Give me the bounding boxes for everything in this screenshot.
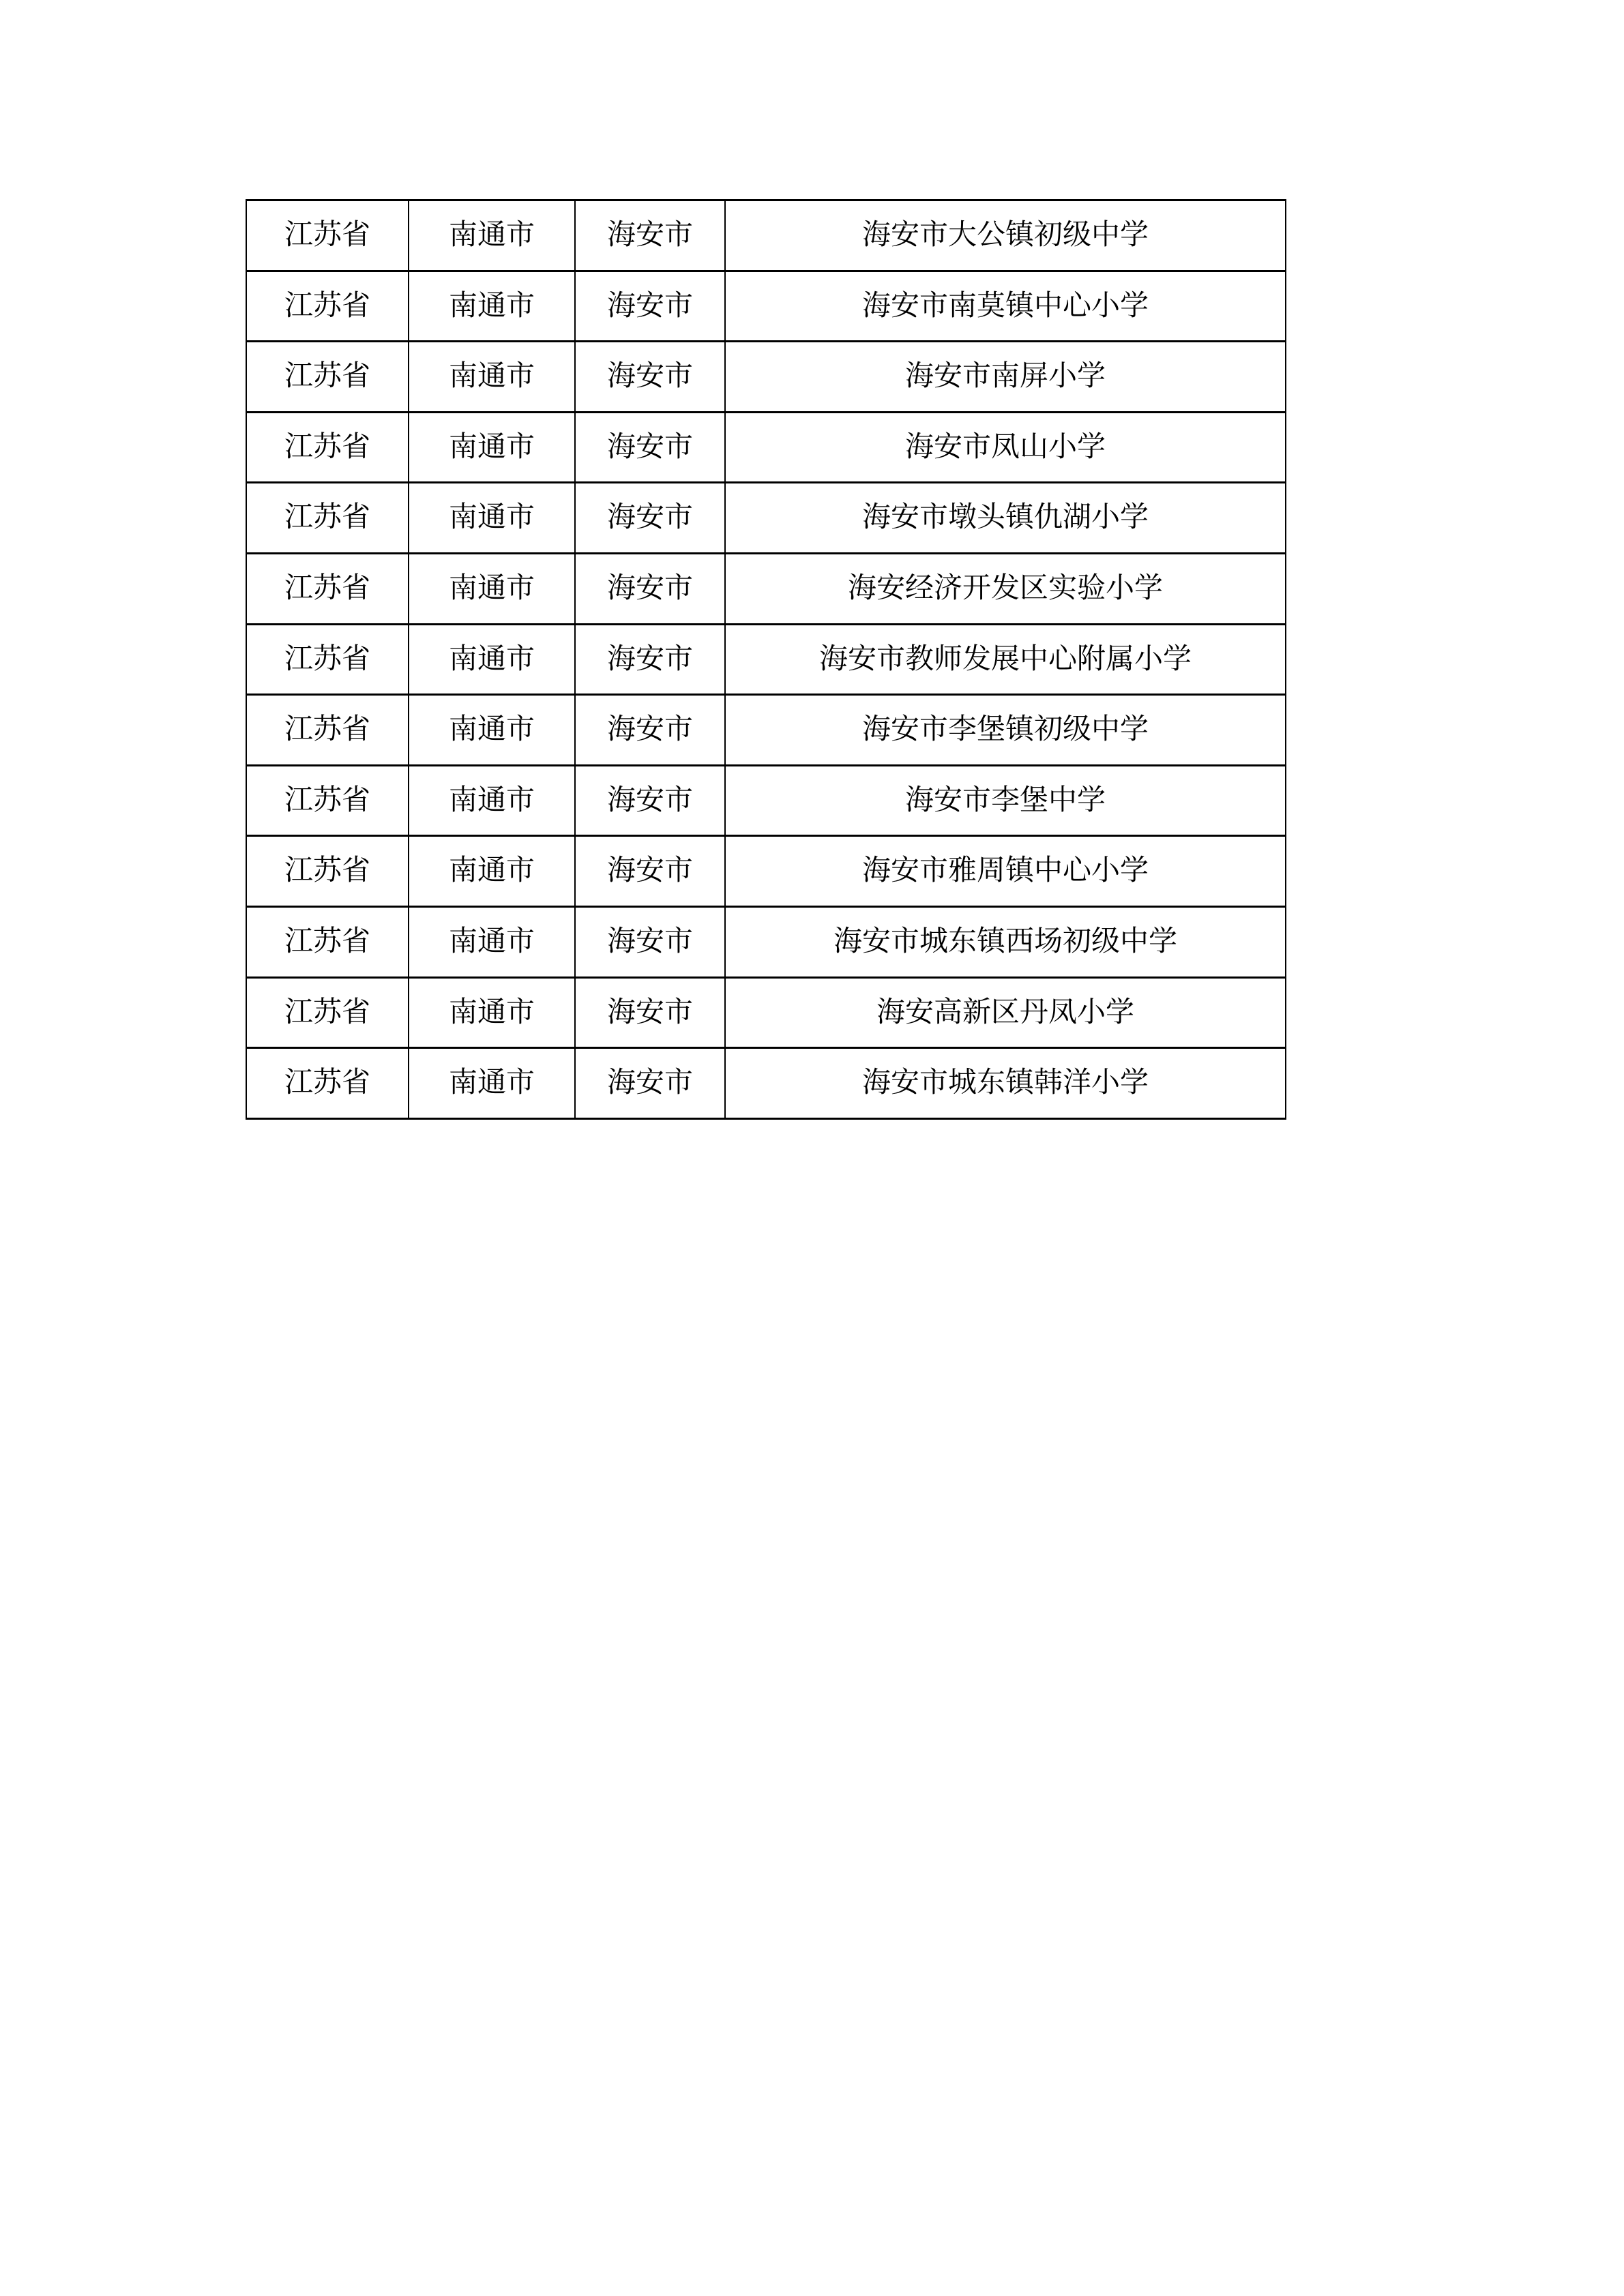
school-cell: 海安经济开发区实验小学 [725,553,1286,624]
county-cell: 海安市 [575,1048,725,1119]
city-cell: 南通市 [409,836,575,907]
city-cell: 南通市 [409,906,575,977]
province-cell: 江苏省 [246,624,409,695]
table-row [246,271,1286,342]
school-cell: 海安市李堡镇初级中学 [725,695,1286,766]
county-cell: 海安市 [575,271,725,342]
province-cell: 江苏省 [246,906,409,977]
city-cell: 南通市 [409,1048,575,1119]
table-row [246,906,1286,977]
county-cell: 海安市 [575,977,725,1048]
county-cell: 海安市 [575,624,725,695]
table-row [246,412,1286,483]
table-row [246,483,1286,554]
table-row [246,836,1286,907]
city-cell: 南通市 [409,695,575,766]
city-cell: 南通市 [409,342,575,413]
province-cell: 江苏省 [246,765,409,836]
city-cell: 南通市 [409,483,575,554]
province-cell: 江苏省 [246,483,409,554]
county-cell: 海安市 [575,906,725,977]
province-cell: 江苏省 [246,836,409,907]
table-row [246,342,1286,413]
table-row [246,624,1286,695]
city-cell: 南通市 [409,412,575,483]
county-cell: 海安市 [575,553,725,624]
province-cell: 江苏省 [246,553,409,624]
school-cell: 海安高新区丹凤小学 [725,977,1286,1048]
province-cell: 江苏省 [246,412,409,483]
school-cell: 海安市凤山小学 [725,412,1286,483]
school-table-body [246,200,1286,1119]
school-list-table [246,199,1286,1120]
city-cell: 南通市 [409,624,575,695]
school-cell: 海安市南莫镇中心小学 [725,271,1286,342]
province-cell: 江苏省 [246,695,409,766]
school-cell: 海安市城东镇韩洋小学 [725,1048,1286,1119]
county-cell: 海安市 [575,412,725,483]
school-cell: 海安市城东镇西场初级中学 [725,906,1286,977]
province-cell: 江苏省 [246,342,409,413]
province-cell: 江苏省 [246,271,409,342]
county-cell: 海安市 [575,836,725,907]
province-cell: 江苏省 [246,200,409,271]
county-cell: 海安市 [575,695,725,766]
table-row [246,695,1286,766]
table-row [246,1048,1286,1119]
table-row [246,553,1286,624]
school-cell: 海安市南屏小学 [725,342,1286,413]
county-cell: 海安市 [575,342,725,413]
county-cell: 海安市 [575,765,725,836]
school-cell: 海安市雅周镇中心小学 [725,836,1286,907]
county-cell: 海安市 [575,200,725,271]
city-cell: 南通市 [409,553,575,624]
school-cell: 海安市教师发展中心附属小学 [725,624,1286,695]
city-cell: 南通市 [409,271,575,342]
county-cell: 海安市 [575,483,725,554]
school-cell: 海安市墩头镇仇湖小学 [725,483,1286,554]
school-cell: 海安市大公镇初级中学 [725,200,1286,271]
province-cell: 江苏省 [246,1048,409,1119]
province-cell: 江苏省 [246,977,409,1048]
city-cell: 南通市 [409,977,575,1048]
table-row [246,765,1286,836]
school-cell: 海安市李堡中学 [725,765,1286,836]
table-row [246,977,1286,1048]
city-cell: 南通市 [409,200,575,271]
table-row [246,200,1286,271]
city-cell: 南通市 [409,765,575,836]
